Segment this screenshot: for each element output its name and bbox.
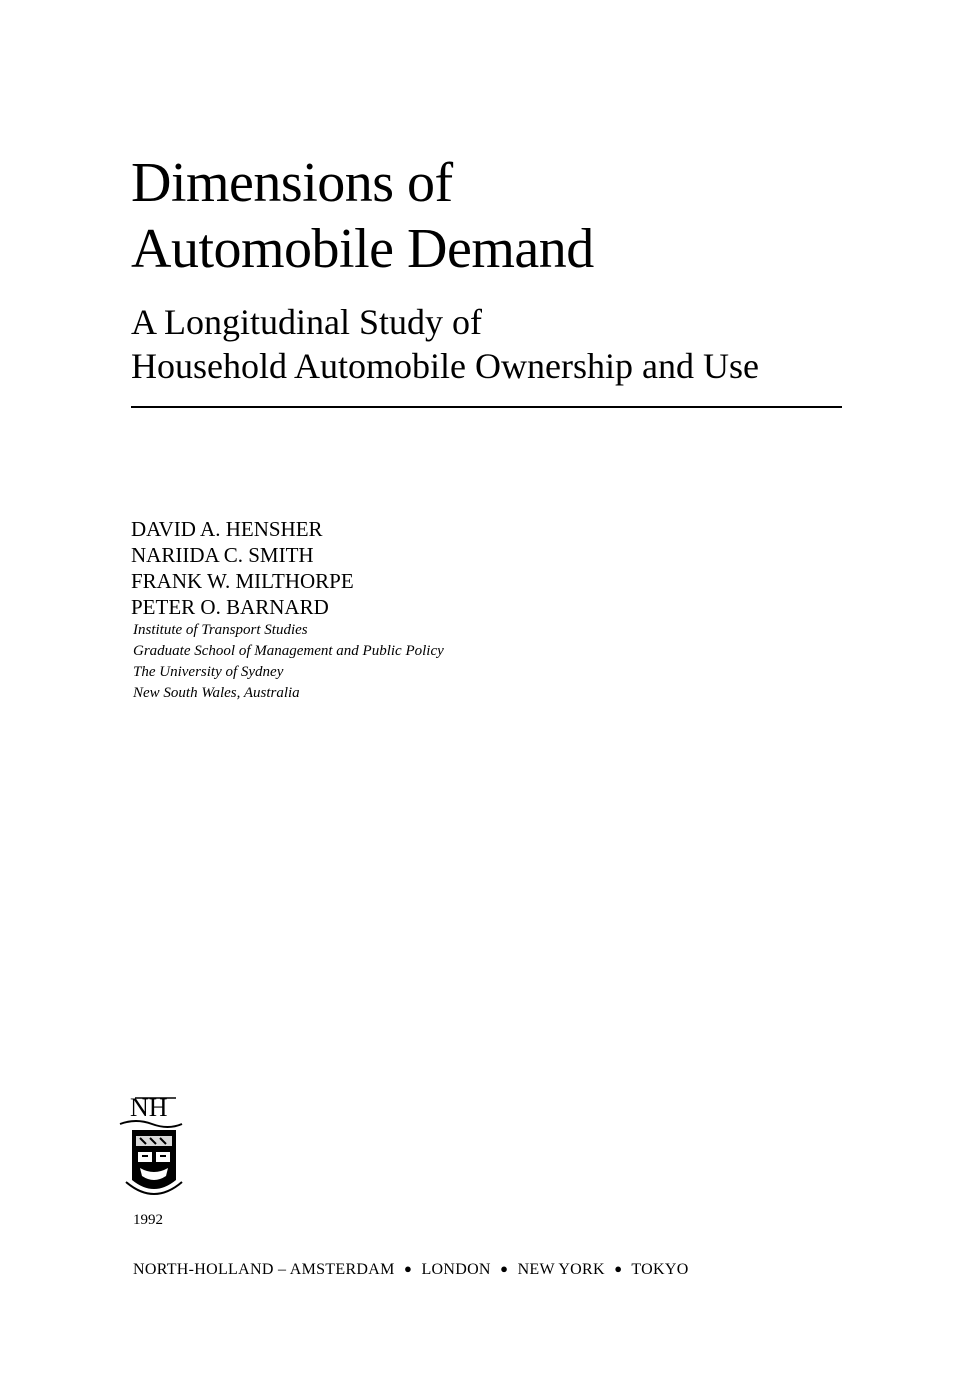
publisher-city: NEW YORK — [517, 1261, 605, 1278]
publisher-name: NORTH-HOLLAND – AMSTERDAM — [133, 1261, 395, 1278]
affiliation-line: Institute of Transport Studies — [133, 622, 308, 638]
affiliation-line: Graduate School of Management and Public Policy — [133, 643, 444, 659]
bullet-separator: ● — [500, 1261, 509, 1276]
book-subtitle-line-1: A Longitudinal Study of — [131, 302, 482, 342]
book-title-line-2: Automobile Demand — [131, 218, 594, 280]
bullet-separator: ● — [614, 1261, 623, 1276]
north-holland-crest-icon — [116, 1090, 186, 1210]
author-name: FRANK W. MILTHORPE — [131, 569, 354, 593]
logo-monogram: NH — [130, 1093, 168, 1122]
publisher-line — [133, 1261, 689, 1279]
affiliation-line: New South Wales, Australia — [133, 685, 300, 701]
author-name: NARIIDA C. SMITH — [131, 543, 314, 567]
affiliation — [133, 620, 444, 704]
title-divider — [131, 406, 842, 408]
book-subtitle-line-2: Household Automobile Ownership and Use — [131, 346, 759, 386]
book-title-line-1: Dimensions of — [131, 152, 453, 214]
publication-year: 1992 — [133, 1212, 163, 1228]
publisher-city: TOKYO — [631, 1261, 689, 1278]
author-name: DAVID A. HENSHER — [131, 517, 323, 541]
publisher-city: LONDON — [421, 1261, 491, 1278]
author-name: PETER O. BARNARD — [131, 595, 329, 619]
bullet-separator: ● — [403, 1261, 413, 1276]
affiliation-line: The University of Sydney — [133, 664, 284, 680]
book-title — [131, 150, 594, 282]
book-subtitle — [131, 300, 759, 388]
author-list — [131, 516, 354, 620]
